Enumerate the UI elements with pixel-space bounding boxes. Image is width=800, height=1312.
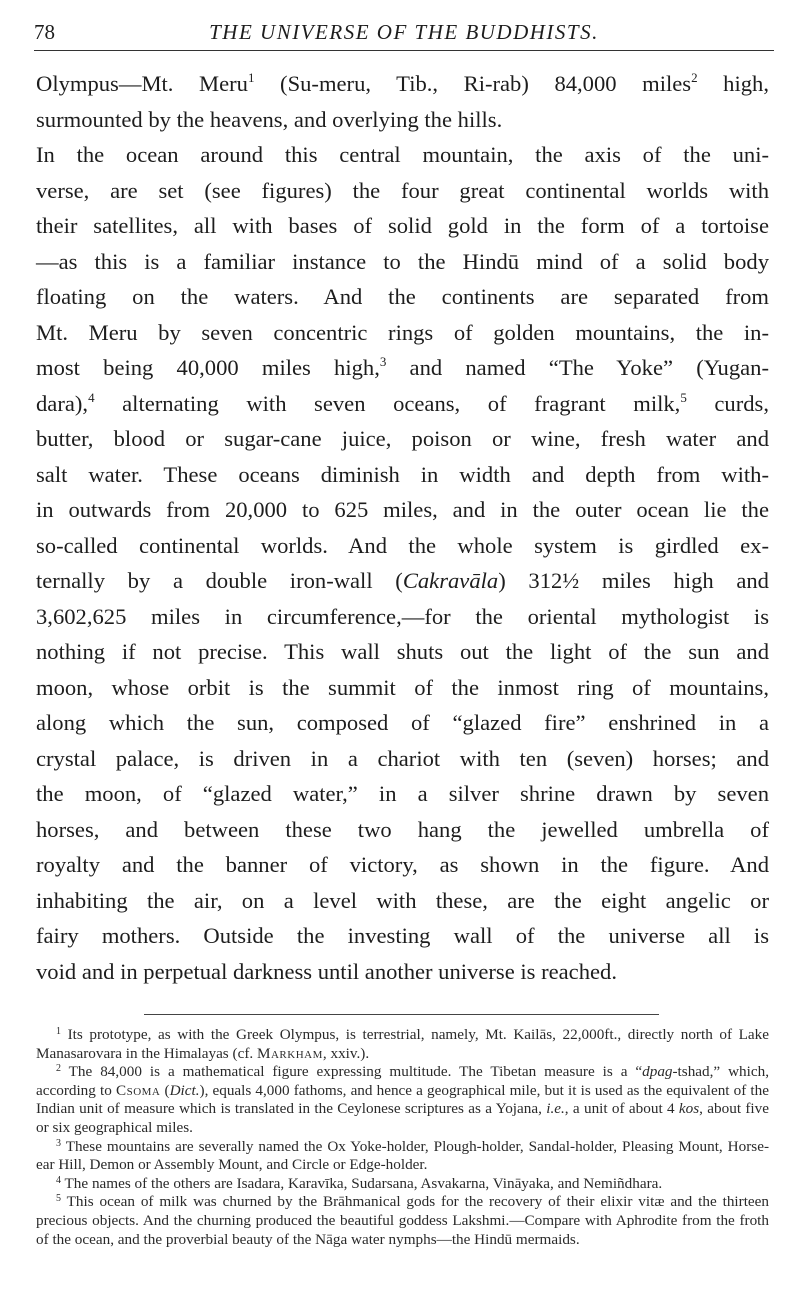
footnote-text: kos bbox=[678, 1100, 700, 1118]
header-rule bbox=[34, 50, 774, 51]
body-line bbox=[36, 847, 769, 883]
footnote-text: ), equals 4,000 fathoms, and hence a geographical mile, but it is used as the equivalent of the Indian unit of measure which is translated in the Ceylonese scriptures as a Yojana, bbox=[36, 1081, 769, 1118]
body-text-run: —as this is a familiar instance to the Hindū mind of a solid body bbox=[36, 248, 769, 274]
footnote-text: The names of the others are Isadara, Karavīka, Sudarsana, Asvakarna, Vināyaka, and Nemiñdhara. bbox=[64, 1174, 663, 1192]
body-line bbox=[36, 599, 769, 635]
footnote bbox=[36, 1193, 769, 1249]
body-text-run: salt water. These oceans diminish in width and depth from with- bbox=[36, 461, 769, 487]
body-text-run: surmounted by the heavens, and overlying the hills. bbox=[36, 106, 503, 132]
body-text-run: so-called continental worlds. And the whole system is girdled ex- bbox=[36, 532, 769, 558]
footnote-marker: 3 bbox=[56, 1137, 61, 1149]
body-line bbox=[36, 741, 769, 777]
footnote-marker: 4 bbox=[56, 1174, 61, 1186]
footnote-text: ( bbox=[160, 1081, 170, 1099]
footnote bbox=[36, 1063, 769, 1137]
footnote-reference[interactable]: 3 bbox=[379, 354, 387, 369]
body-line bbox=[36, 66, 769, 102]
body-line bbox=[36, 208, 769, 244]
body-text-run: the moon, of “glazed water,” in a silver shrine drawn by seven bbox=[36, 781, 769, 806]
running-title: THE UNIVERSE OF THE BUDDHISTS. bbox=[209, 20, 599, 44]
body-text bbox=[36, 66, 769, 989]
body-line bbox=[36, 315, 769, 351]
body-text-run: moon, whose orbit is the summit of the inmost ring of mountains, bbox=[36, 674, 769, 700]
body-text-run: fairy mothers. Outside the investing wall of the universe all is bbox=[36, 923, 769, 948]
body-text-run: dara), bbox=[36, 390, 89, 416]
body-text-run: Mt. Meru by seven concentric rings of golden mountains, the in- bbox=[36, 319, 769, 345]
footnote-text: The 84,000 is a mathematical figure expressing multitude. The Tibetan measure is a “ bbox=[68, 1063, 643, 1081]
footnote bbox=[36, 1026, 769, 1063]
footnote-reference[interactable]: 4 bbox=[88, 389, 95, 405]
body-text-run: floating on the waters. And the continents are separated from bbox=[36, 284, 769, 309]
body-text-run: nothing if not precise. This wall shuts out the light of the sun and bbox=[36, 639, 769, 664]
body-line bbox=[36, 883, 769, 919]
footnote-marker: 5 bbox=[56, 1193, 61, 1205]
body-text-run: along which the sun, composed of “glazed fire” enshrined in a bbox=[36, 710, 769, 735]
body-line bbox=[36, 421, 769, 457]
body-text-run: alternating with seven oceans, of fragrant milk, bbox=[94, 390, 681, 416]
body-line bbox=[36, 173, 769, 209]
body-line bbox=[36, 279, 769, 315]
body-line bbox=[36, 528, 769, 564]
body-line bbox=[36, 954, 769, 990]
body-line bbox=[36, 634, 769, 670]
footnote-text: Dict. bbox=[169, 1081, 200, 1099]
body-line bbox=[36, 492, 769, 528]
footnote-marker: 2 bbox=[56, 1063, 61, 1075]
body-text-run: horses, and between these two hang the jewelled umbrella of bbox=[36, 816, 769, 842]
body-line bbox=[36, 918, 769, 954]
body-line bbox=[36, 670, 769, 706]
footnote-text: i.e. bbox=[546, 1100, 565, 1118]
footnote-text: Markham bbox=[256, 1044, 323, 1062]
body-text-run: curds, bbox=[686, 390, 769, 416]
body-text-run: ternally by a double iron-wall (Cakravāla) 312½ miles high and bbox=[36, 568, 769, 593]
body-text-run: their satellites, all with bases of solid gold in the form of a tortoise bbox=[36, 213, 769, 238]
body-text-run: and named “The Yoke” (Yugan- bbox=[386, 355, 769, 380]
page-header bbox=[34, 18, 774, 54]
body-text-run: In the ocean around this central mountain, the axis of the uni- bbox=[36, 142, 769, 167]
footnote-reference[interactable]: 5 bbox=[680, 389, 687, 405]
body-line bbox=[36, 244, 769, 280]
footnote-text: This ocean of milk was churned by the Brāhmanical gods for the recovery of their elixir vitæ and the thirteen precious objects. And the churning produced the beautiful goddess Lakshmi.—Compare with Aphrodite from the froth of the ocean, and the proverbial beauty of the Nāga water nymphs—the Hindū mermaids. bbox=[36, 1193, 769, 1248]
body-text-run: verse, are set (see figures) the four great continental worlds with bbox=[36, 177, 769, 203]
footnote-reference[interactable]: 2 bbox=[691, 70, 698, 85]
body-line bbox=[36, 776, 769, 812]
body-text-run: royalty and the banner of victory, as shown in the figure. And bbox=[36, 852, 769, 877]
footnote-text: dpag bbox=[642, 1063, 673, 1081]
body-text-run: most being 40,000 miles high, bbox=[36, 355, 380, 380]
body-text-run: high, bbox=[697, 71, 769, 96]
footnote-text: , a unit of about 4 bbox=[564, 1100, 679, 1118]
body-line bbox=[36, 563, 769, 599]
body-line bbox=[36, 457, 769, 493]
body-text-run: (Su-meru, Tib., Ri-rab) 84,000 miles bbox=[254, 71, 692, 96]
body-text-run: Olympus—Mt. Meru bbox=[36, 71, 248, 96]
footnote-rule bbox=[144, 1014, 659, 1015]
footnotes bbox=[36, 1026, 769, 1249]
footnote-text: These mountains are severally named the Ox Yoke-holder, Plough-holder, Sandal-holder, Pleasing Mount, Horse-ear Hill, Demon or Assembly Mount, and Circle or Edge-holder. bbox=[36, 1137, 769, 1174]
footnote-text: -tshad,” which, according to bbox=[36, 1063, 769, 1099]
body-text-run: 3,602,625 miles in circumference,—for the oriental mythologist is bbox=[36, 603, 769, 629]
footnote-text: Csoma bbox=[115, 1081, 161, 1099]
body-line bbox=[36, 812, 769, 848]
body-line bbox=[36, 386, 769, 422]
body-line bbox=[36, 705, 769, 741]
footnote-marker: 1 bbox=[56, 1026, 61, 1037]
footnote-text: Its prototype, as with the Greek Olympus, is terrestrial, namely, Mt. Kailās, 22,000ft., directly north of Lake Manasarovara in the Himalayas (cf. bbox=[36, 1026, 770, 1062]
body-text-run: void and in perpetual darkness until another universe is reached. bbox=[36, 958, 617, 984]
footnote-text: , xxiv.). bbox=[322, 1044, 370, 1062]
body-text-run: in outwards from 20,000 to 625 miles, and in the outer ocean lie the bbox=[36, 497, 769, 522]
body-text-run: inhabiting the air, on a level with these, are the eight angelic or bbox=[36, 887, 769, 913]
body-text-run: butter, blood or sugar-cane juice, poison or wine, fresh water and bbox=[36, 426, 769, 451]
footnote bbox=[36, 1175, 769, 1194]
body-line bbox=[36, 102, 769, 138]
body-text-run: crystal palace, is driven in a chariot with ten (seven) horses; and bbox=[36, 745, 769, 771]
page-number: 78 bbox=[34, 20, 55, 44]
footnote-text: , about five or six geographical miles. bbox=[36, 1100, 769, 1136]
body-line bbox=[36, 350, 769, 386]
body-line bbox=[36, 137, 769, 173]
footnote bbox=[36, 1138, 769, 1175]
footnote-reference[interactable]: 1 bbox=[247, 70, 255, 85]
